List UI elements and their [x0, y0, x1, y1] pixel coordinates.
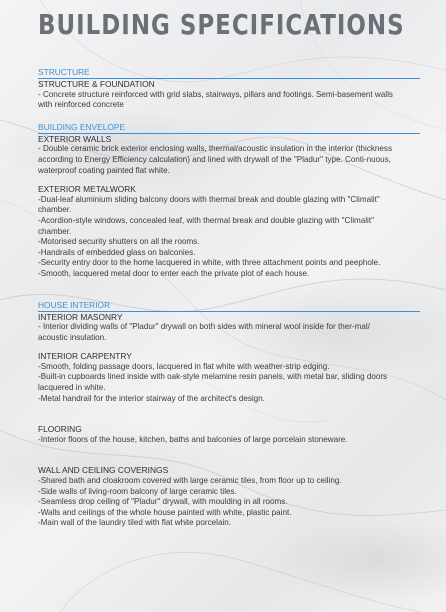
- text-interior-masonry: - Interior dividing walls of "Pladur" drywall on both sides with mineral wool inside for ther-mal/ acoustic insulation.: [38, 322, 370, 342]
- text-flooring: -Interior floors of the house, kitchen, baths and balconies of large porcelain stoneware.: [38, 434, 348, 444]
- subheading-structure-foundation: STRUCTURE & FOUNDATION: [38, 79, 155, 89]
- section-heading-building-envelope: BUILDING ENVELOPE: [38, 122, 420, 134]
- subheading-exterior-metalwork: EXTERIOR METALWORK: [38, 184, 136, 195]
- page-title: BUILDING SPECIFICATIONS: [38, 8, 405, 41]
- subheading-exterior-walls: EXTERIOR WALLS: [38, 133, 112, 144]
- text-interior-carpentry: -Smooth, folding passage doors, lacquered in flat white with weather-strip edging. -Built-in cupboards lined inside with oak-style melamine resin panels, with metal bar, sliding doors lacquered in white. -Metal handrail for the interior stairway of the architect's design.: [38, 361, 388, 403]
- text-exterior-walls: - Double ceramic brick exterior enclosing walls, thermal/acoustic insulation in the interior (thickness according to Energy Efficiency calculation) and lined with drywall of the "Pladur" type. Conti-nuous, waterproof coating painted flat white.: [38, 144, 393, 175]
- specifications-content: [38, 67, 420, 529]
- subheading-interior-carpentry: INTERIOR CARPENTRY: [38, 351, 132, 362]
- text-exterior-metalwork: -Dual-leaf aluminium sliding balcony doors with thermal break and double glazing with "Climalit" chamber. -Acordion-style windows, concealed leaf, with thermal break and double glazing with "Climalit" chamber. -Motorised security shutters on all the rooms. -Handrails of embedded glass on balconies. -Security entry door to the home lacquered in white, with three attachment points and peephole. -Smooth, lacquered metal door to enter each the private plot of each house.: [38, 194, 381, 278]
- subheading-flooring: FLOORING: [38, 424, 82, 435]
- text-wall-ceiling-coverings: -Shared bath and cloakroom covered with large ceramic tiles, from floor up to ceiling. -Side walls of living-room balcony of large ceramic tiles. -Seamless drop ceiling of "Pladur" drywall, with moulding in all rooms. -Walls and ceilings of the whole house painted with white, plastic paint. -Main wall of the laundry tiled with flat white porcelain.: [38, 476, 342, 528]
- section-heading-structure: STRUCTURE: [38, 67, 420, 79]
- section-heading-house-interior: HOUSE INTERIOR: [38, 300, 420, 312]
- text-structure-foundation: - Concrete structure reinforced with grid slabs, stairways, pillars and footings. Semi-basement walls with reinforced concrete: [38, 89, 393, 110]
- subheading-interior-masonry: INTERIOR MASONRY: [38, 311, 123, 322]
- subheading-wall-ceiling-coverings: WALL AND CEILING COVERINGS: [38, 465, 169, 476]
